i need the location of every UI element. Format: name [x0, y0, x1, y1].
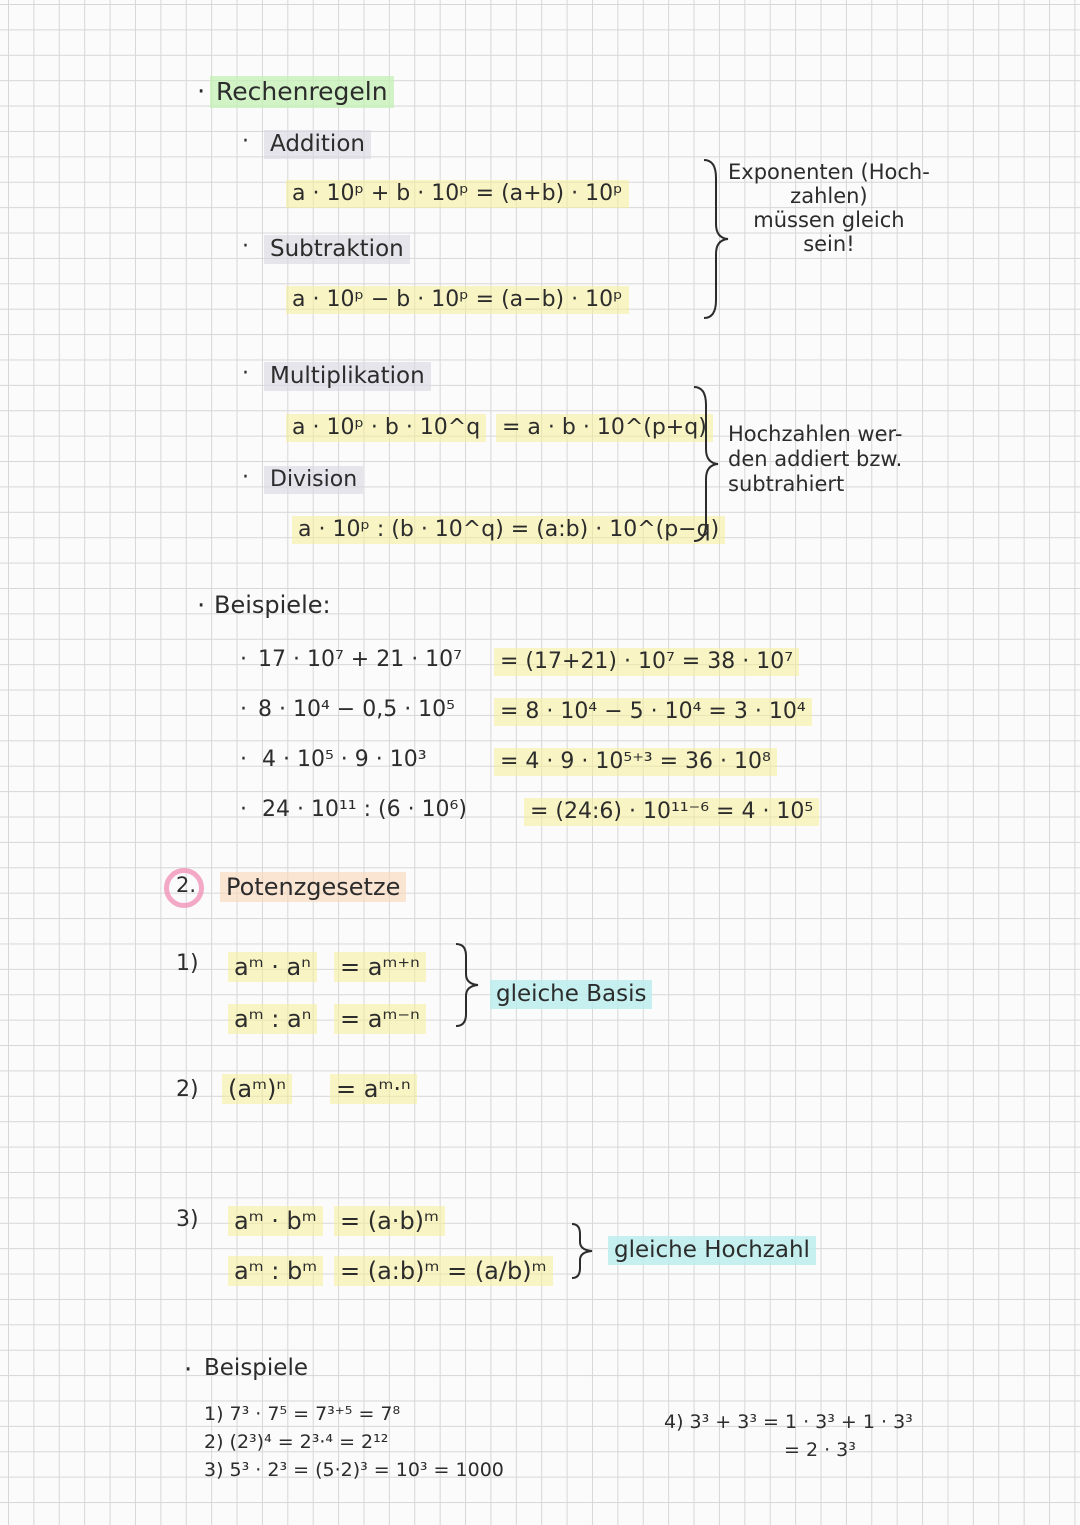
brace-gleiche-hochzahl: [568, 1222, 598, 1280]
bullet-example-3: ·: [240, 747, 247, 772]
label-addition: Addition: [264, 130, 371, 159]
example-law-4-line-2: = 2 · 3³: [784, 1439, 856, 1461]
rule-2-left: (aᵐ)ⁿ: [222, 1074, 292, 1104]
rule-3a-right: = (a·b)ᵐ: [334, 1206, 445, 1236]
rule-3-number: 3): [176, 1207, 199, 1232]
example-law-2: 2) (2³)⁴ = 2³·⁴ = 2¹²: [204, 1431, 389, 1453]
formula-multiplikation-right: = a · b · 10^(p+q): [496, 414, 713, 442]
heading-beispiele-1: Beispiele:: [214, 591, 331, 619]
note-exponenten-line-2: zahlen): [790, 184, 868, 209]
example-4-left: 24 · 10¹¹ : (6 · 10⁶): [262, 797, 467, 822]
bullet-beispiele-2: ·: [184, 1355, 193, 1385]
bullet-example-1: ·: [240, 647, 247, 672]
section-number: 2.: [176, 873, 197, 897]
rule-1-number: 1): [176, 951, 199, 976]
example-2-left: 8 · 10⁴ − 0,5 · 10⁵: [258, 697, 455, 722]
note-gleiche-basis: gleiche Basis: [490, 980, 652, 1009]
example-law-1: 1) 7³ · 7⁵ = 7³⁺⁵ = 7⁸: [204, 1403, 401, 1425]
note-hochzahlen-line-2: den addiert bzw.: [728, 447, 903, 472]
bullet-addition: ·: [242, 129, 249, 154]
rule-1a-left: aᵐ · aⁿ: [228, 952, 317, 982]
example-law-3: 3) 5³ · 2³ = (5·2)³ = 10³ = 1000: [204, 1459, 504, 1481]
rule-1b-left: aᵐ : aⁿ: [228, 1004, 317, 1034]
note-exponenten: [728, 160, 930, 257]
rule-3b-left: aᵐ : bᵐ: [228, 1256, 323, 1286]
rule-2-right: = aᵐ·ⁿ: [330, 1074, 417, 1104]
note-hochzahlen: [728, 422, 902, 498]
example-2-right: = 8 · 10⁴ − 5 · 10⁴ = 3 · 10⁴: [494, 698, 812, 726]
rule-1a-right: = aᵐ⁺ⁿ: [334, 952, 426, 982]
heading-beispiele-2: Beispiele: [204, 1355, 308, 1381]
brace-multiplikation-division: [690, 385, 720, 545]
bullet-multiplikation: ·: [242, 361, 249, 386]
bullet-subtraktion: ·: [242, 234, 249, 259]
example-law-4-line-1: 4) 3³ + 3³ = 1 · 3³ + 1 · 3³: [664, 1411, 913, 1433]
example-4-right: = (24:6) · 10¹¹⁻⁶ = 4 · 10⁵: [524, 798, 819, 826]
note-hochzahlen-line-3: subtrahiert: [728, 472, 845, 497]
label-subtraktion: Subtraktion: [264, 235, 410, 264]
bullet-beispiele-1: ·: [197, 591, 206, 621]
note-gleiche-hochzahl: gleiche Hochzahl: [608, 1236, 816, 1265]
bullet-rechenregeln: ·: [197, 77, 206, 107]
heading-rechenregeln: Rechenregeln: [210, 76, 394, 108]
formula-division: a · 10ᵖ : (b · 10^q) = (a:b) · 10^(p−q): [292, 516, 725, 544]
bullet-example-2: ·: [240, 697, 247, 722]
formula-addition: a · 10ᵖ + b · 10ᵖ = (a+b) · 10ᵖ: [286, 180, 629, 208]
note-exponenten-line-3: müssen gleich: [753, 208, 905, 233]
note-hochzahlen-line-1: Hochzahlen wer-: [728, 422, 903, 446]
formula-multiplikation-left: a · 10ᵖ · b · 10^q: [286, 414, 486, 442]
note-exponenten-line-4: sein!: [803, 232, 855, 257]
brace-gleiche-basis: [452, 942, 482, 1028]
example-3-right: = 4 · 9 · 10⁵⁺³ = 36 · 10⁸: [494, 748, 777, 776]
heading-potenzgesetze: Potenzgesetze: [220, 872, 406, 902]
bullet-division: ·: [242, 465, 249, 490]
brace-addition-subtraktion: [700, 158, 730, 320]
rule-3a-left: aᵐ · bᵐ: [228, 1206, 323, 1236]
rule-1b-right: = aᵐ⁻ⁿ: [334, 1004, 426, 1034]
example-1-left: 17 · 10⁷ + 21 · 10⁷: [258, 647, 462, 672]
label-division: Division: [264, 466, 363, 494]
example-3-left: 4 · 10⁵ · 9 · 10³: [262, 747, 427, 772]
label-multiplikation: Multiplikation: [264, 362, 431, 391]
rule-3b-right: = (a:b)ᵐ = (a/b)ᵐ: [334, 1256, 553, 1286]
rule-2-number: 2): [176, 1077, 199, 1102]
example-1-right: = (17+21) · 10⁷ = 38 · 10⁷: [494, 648, 799, 676]
note-exponenten-line-1: Exponenten (Hoch-: [728, 160, 930, 184]
formula-subtraktion: a · 10ᵖ − b · 10ᵖ = (a−b) · 10ᵖ: [286, 286, 629, 314]
bullet-example-4: ·: [240, 797, 247, 822]
